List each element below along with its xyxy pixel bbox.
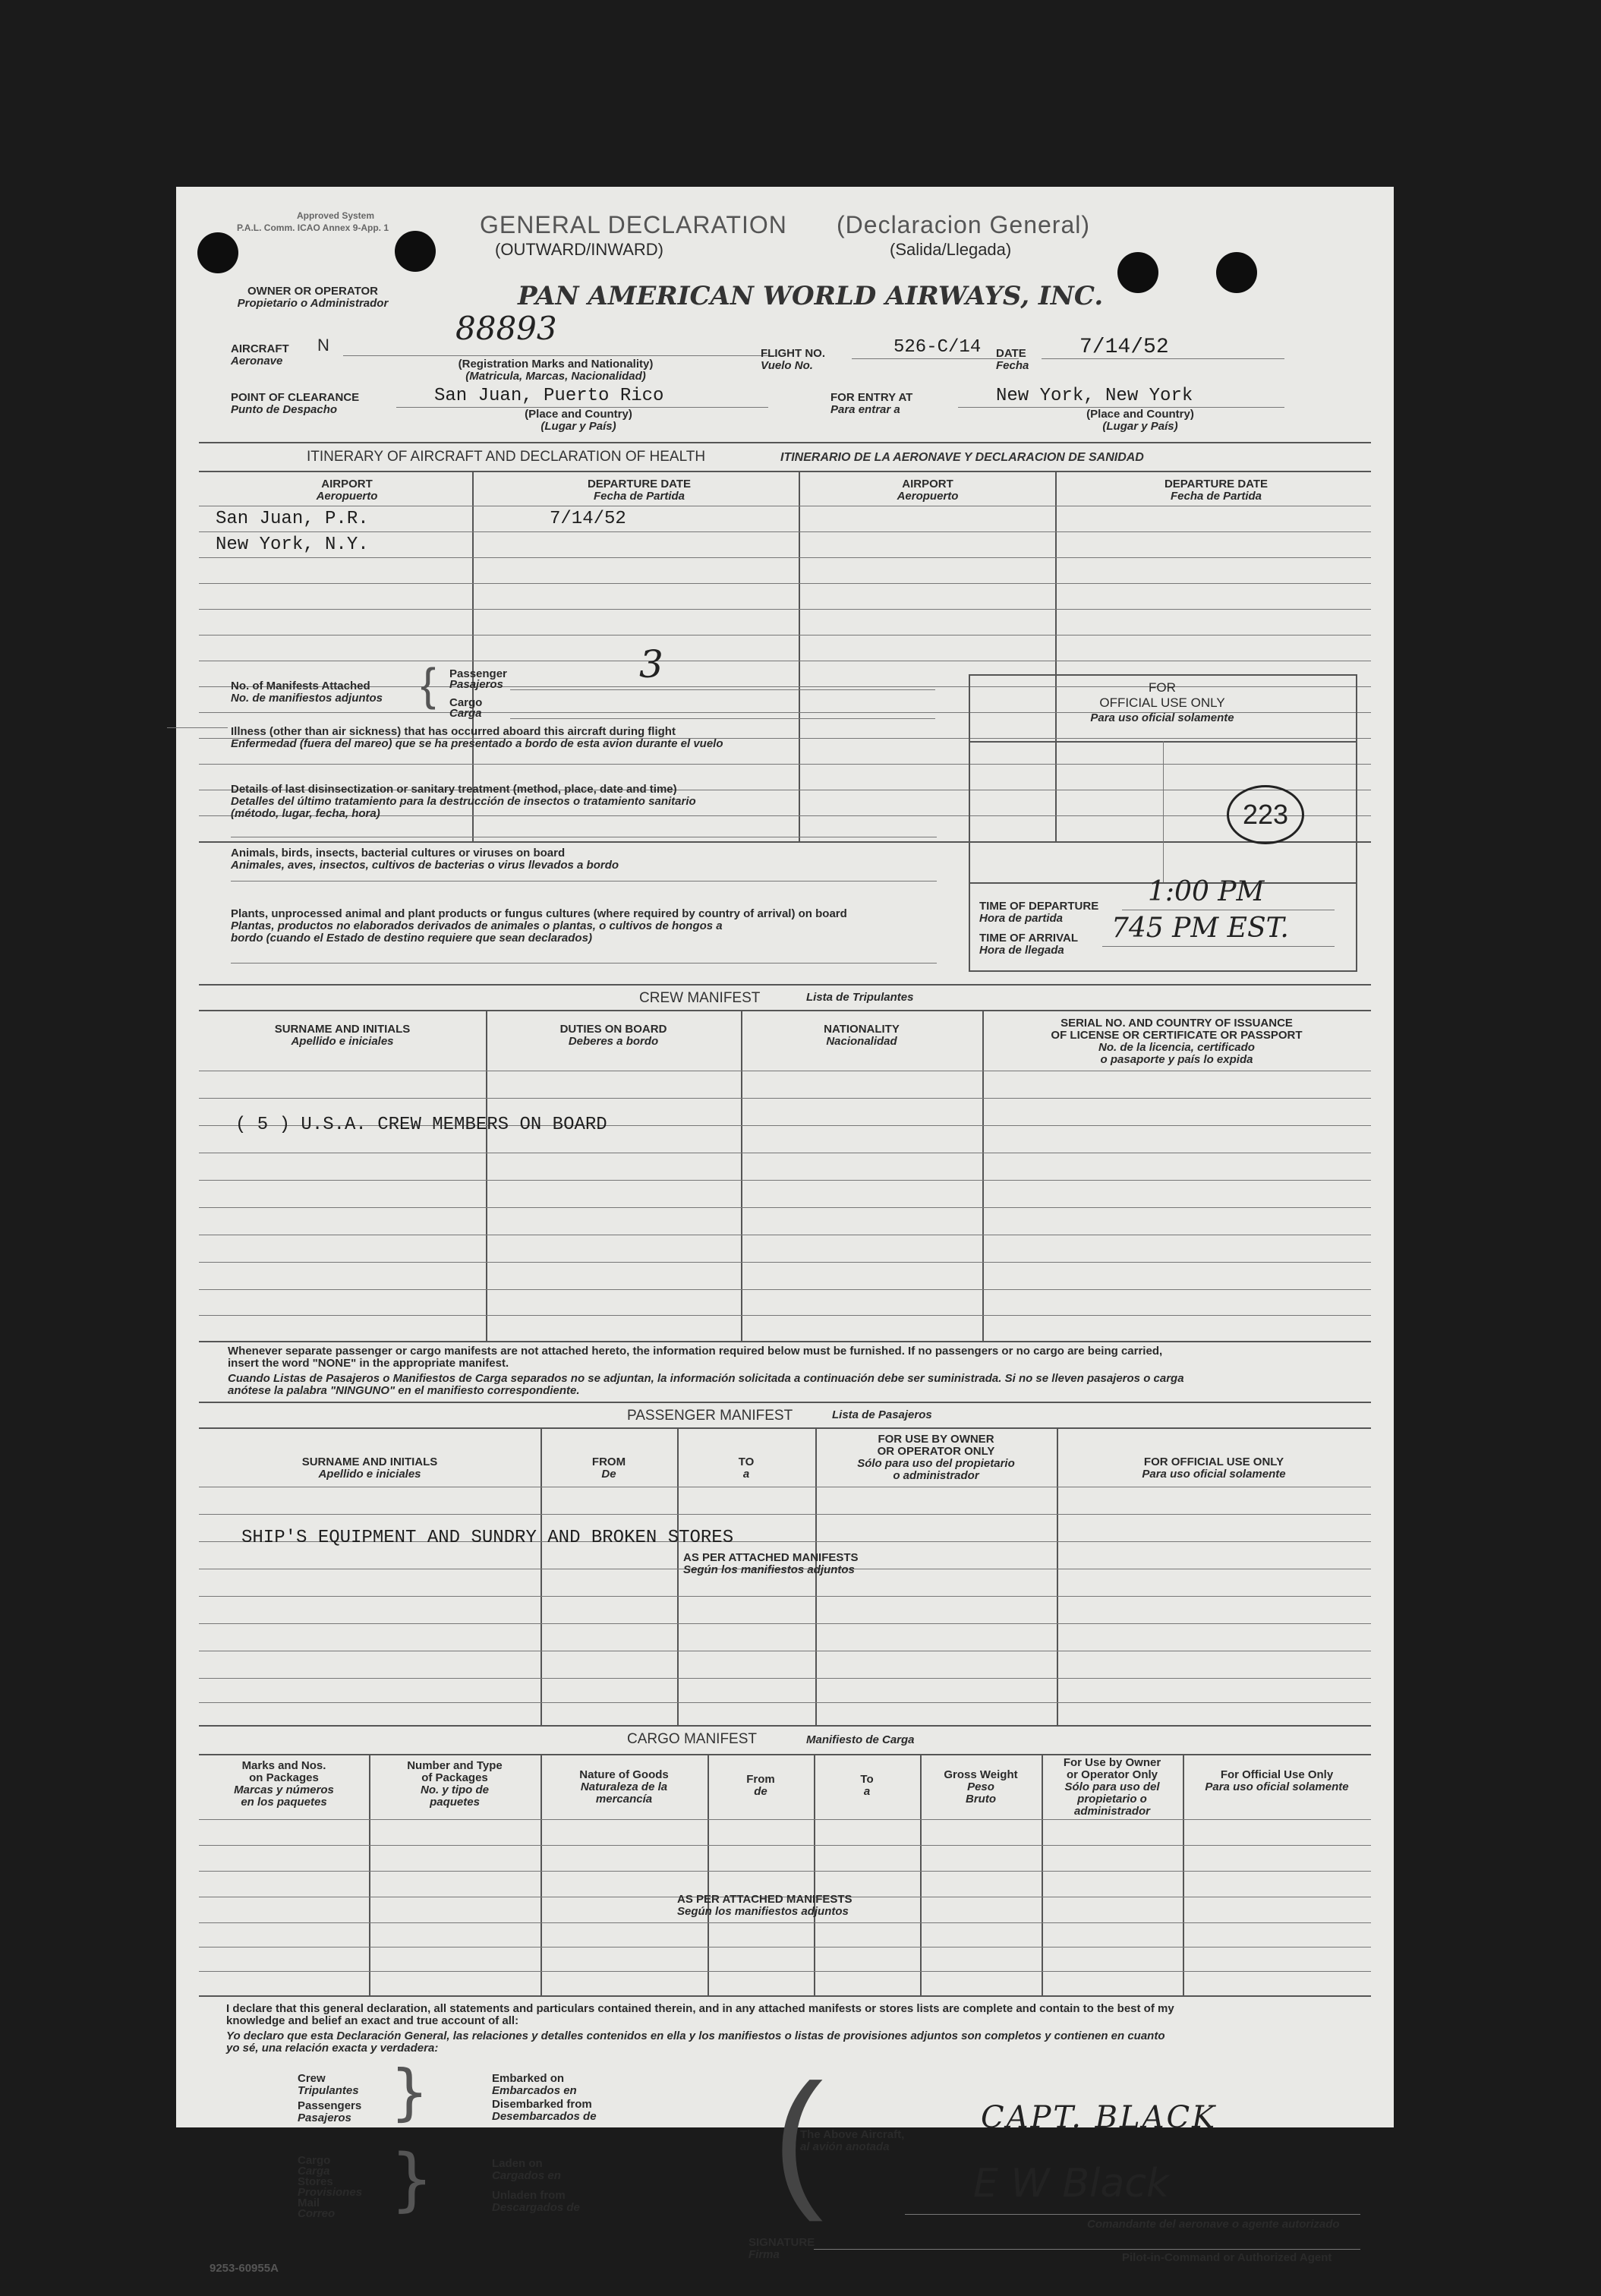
cargo-col-owner: For Use by Owner or Operator Only <box>1063 1756 1161 1781</box>
entry-label: FOR ENTRY AT <box>830 391 913 404</box>
cargo-col-from-es: de <box>754 1785 767 1798</box>
crew-label-es: Tripulantes <box>298 2084 359 2097</box>
arrival-time-label-es: Hora de llegada <box>979 944 1064 957</box>
pax-attached-note-es: Según los manifiestos adjuntos <box>683 1563 855 1576</box>
cargo-col-owner-es: Sólo para uso del propietario o administrador <box>1064 1780 1160 1818</box>
crew-col-duties: DUTIES ON BOARD <box>559 1023 667 1036</box>
departure-time: 1:00 PM <box>1148 876 1265 907</box>
punch-hole <box>395 231 436 272</box>
cargo-col-nature: Nature of Goods <box>579 1768 669 1781</box>
declaration-sheet: Approved System P.A.L. Comm. ICAO Annex 9-App. 1 GENERAL DECLARATION (Declaracion General) (OUTWARD/INWARD) (Salida/Llegada) OWNER OR OPERATOR Propietario o Administrador PAN AMERICAN WORLD AIRWAYS, INC. AIRCRAFT Aeronave N 88893 (Registration Marks and Nationality) (Matricula, Marcas, Nacionalidad) FLIGHT NO. Vuelo No. 526-C/14 DATE Fecha 7/14/52 POINT OF CLEARANCE Punto de Despacho San Juan, Puerto Rico (Place and Country) (Lugar y País) FOR ENTRY AT Para entrar a New York, New York (Place and Country) (Lugar y País) ITINERARY OF AIRCRAFT AND DECLARATION OF HEALTH ITINERARIO DE LA AERONAVE Y DECLARACION DE SANIDAD AIRPORT Aeropuerto DEPARTURE DATE Fecha de Partida AIRPORT Aeropuerto DEPARTURE DATE Fecha de Partida San Juan, P.R. 7/14/52 New York, N.Y. No. of Manifests Attached No. de manifiestos adjuntos { Passenger Pasajeros Cargo Carga 3 Illness (other than air sickness) that has occurred aboard this aircraft during flight Enfermedad (fuera del mareo) que se ha presentado a bordo de esta avion durante el vuelo Details of last disinsectization or sanitary treatment (method, place, date and time) Detalles del último tratamiento para la destrucción de insectos o tratamiento sanitario (método, lugar, fecha, hora) Animals, birds, insects, bacterial cultures or viruses on board Animales, aves, insectos, cultivos de bacterias o virus llevados a bordo Plants, unprocessed animal and plant products or fungus cultures (where required by country of arrival) on board Plantas, productos no elaborados derivados de animales o plantas, o cultivos de hongos a bordo (cuando el Estado de destino requiere que sean declarados) FOR OFFICIAL USE ONLY Para uso oficial solamente 223 TIME OF DEPARTURE Hora de partida 1:00 PM TIME OF ARRIVAL Hora de llegada 745 PM EST. CREW MANIFEST Lista de Tripulantes SURNAME AND INITIALS Apellido e iniciales DUTIES ON BOARD Deberes a bordo NATIONALITY Nacionalidad SERIAL NO. AND COUNTRY OF ISSUANCE OF LICENSE OR CERTIFICATE OR PASSPORT No. de la licencia, certificado o pasaporte y país lo expida ( 5 ) U.S.A. CREW MEMBERS ON BOARD Whenever separate passenger or cargo manifests are not attached hereto, the information required below must be furnished. If no passengers or no cargo are being carried, insert the word "NONE" in the appropriate manifest. Cuando Listas de Pasajeros o Manifiestos de Carga separados no se adjuntan, la información solicitada a continuación debe ser suministrada. Si no se lleven pasajeros o carga anótese la palabra "NINGUNO" en el manifiesto correspondiente. PASSENGER MANIFEST Lista de Pasajeros SURNAME AND INITIALS Apellido e iniciales FROM De TO a FOR USE BY OWNER OR OPERATOR ONLY Sólo para uso del propietario o administrador FOR OFFICIAL USE ONLY Para uso oficial solamente SHIP'S EQUIPMENT AND SUNDRY AND BROKEN STORES AS PER ATTACHED MANIFESTS Según los manifiestos adjuntos CARGO MANIFEST Manifiesto de Carga Marks and Nos. on Packages Marcas y números en los paquetes Number and Type of Packages No. y tipo de paquetes Nature of Goods Naturaleza de la mercancía From de To a Gross Weight Peso Bruto For Use by Owner or Operator Only Sólo para uso del propietario o administrador For Official Use Only Para uso oficial solamente AS PER ATTACHED MANIFESTS Según los manifiestos adjuntos I declare that this general declaration, all statements and particulars contained therein, and in any attached manifests or stores lists are complete and contain to the best of my knowledge and belief an exact and true account of all: Yo declaro que esta Declaración General, las relaciones y detalles contenidos en ella y los manifiestos o listas de provisiones adjuntos son completos y contienen en cuanto yo sé, una relación exacta y verdadera: Crew Tripulantes Passengers Pasajeros } Embarked on Embarcados en Disembarked from Desembarcados de Cargo Carga Stores Provisiones Mail Correo } Laden on Cargados en Unladen from Descargados de ( The Above Aircraft, al avión anotada CAPT. BLACK E W Black Comandante del aeronave o agente autorizado SIGNATURE Firma Pilot-in-Command or Authorized Agent 9253-60955A <box>176 187 1394 2127</box>
stamp-number: 223 <box>1227 785 1304 844</box>
airport-header-1: AIRPORT <box>321 478 373 490</box>
itinerary-airport-1: San Juan, P.R. <box>216 509 369 529</box>
registration-caption-es: (Matricula, Marcas, Nacionalidad) <box>465 370 646 383</box>
departure-header-2-es: Fecha de Partida <box>1170 490 1262 503</box>
unladen-label-es: Descargados de <box>492 2201 580 2214</box>
pax-col-official-es: Para uso oficial solamente <box>1142 1468 1286 1481</box>
declaration-en: I declare that this general declaration, all statements and particulars contained therein, and in any attached manifests or stores lists are complete and contain to the best of my knowledge and belief an exact and true account of all: <box>226 2002 1174 2027</box>
official-use-title: FOR OFFICIAL USE ONLY <box>1099 680 1225 710</box>
cargo-col-number-es: No. y tipo de paquetes <box>421 1784 489 1809</box>
manifests-label-es: No. de manifiestos adjuntos <box>231 692 383 705</box>
illness-label: Illness (other than air sickness) that has occurred aboard this aircraft during flight <box>231 725 676 738</box>
arrival-time: 745 PM EST. <box>1111 913 1289 944</box>
pax-col-owner-es: Sólo para uso del propietario o administrador <box>857 1457 1015 1482</box>
passenger-label: Passenger <box>449 667 507 680</box>
form-number: 9253-60955A <box>210 2262 279 2275</box>
form-title-es: (Declaracion General) <box>837 211 1091 238</box>
commander-label-es: Comandante del aeronave o agente autorizado <box>1087 2218 1340 2231</box>
departure-time-label-es: Hora de partida <box>979 912 1064 925</box>
pax-col-to: TO <box>738 1456 755 1468</box>
pal-label: P.A.L. Comm. ICAO Annex 9-App. 1 <box>237 222 389 233</box>
pax-col-owner: FOR USE BY OWNER OR OPERATOR ONLY <box>877 1433 995 1458</box>
departure-time-label: TIME OF DEPARTURE <box>979 900 1099 913</box>
cargo-col-weight-es: Peso Bruto <box>966 1780 996 1806</box>
cargo-label: Cargo <box>449 696 483 709</box>
outward-inward: (OUTWARD/INWARD) <box>495 240 663 259</box>
notice-es: Cuando Listas de Pasajeros o Manifiestos de Carga separados no se adjuntan, la información solicitada a continuación debe ser suministrada. Si no se lleven pasajeros o carga anótese la palabra "NINGUNO" en el manifiesto correspondiente. <box>228 1372 1184 1397</box>
flight-number: 526-C/14 <box>893 337 982 358</box>
manifest-count: 3 <box>639 642 663 686</box>
crew-col-serial: SERIAL NO. AND COUNTRY OF ISSUANCE OF LICENSE OR CERTIFICATE OR PASSPORT <box>1051 1017 1303 1042</box>
crew-label: Crew <box>298 2072 326 2085</box>
declaration-es: Yo declaro que esta Declaración General, las relaciones y detalles contenidos en ella y los manifiestos o listas de provisiones adjuntos son completos y contienen en cuanto yo sé, una relación exacta y verdadera: <box>226 2030 1165 2055</box>
owner-operator-label-es: Propietario o Administrador <box>237 297 389 310</box>
owner-operator-label: OWNER OR OPERATOR <box>247 285 378 298</box>
cargo-manifest-title: CARGO MANIFEST <box>627 1731 758 1747</box>
crew-col-nationality-es: Nacionalidad <box>826 1035 897 1048</box>
laden-label-es: Cargados en <box>492 2169 561 2182</box>
point-of-clearance-label: POINT OF CLEARANCE <box>231 391 360 404</box>
point-of-clearance: San Juan, Puerto Rico <box>434 386 664 406</box>
registration-caption: (Registration Marks and Nationality) <box>458 358 654 371</box>
disinsect-label-es-2: (método, lugar, fecha, hora) <box>231 807 380 820</box>
cargo-col-official-es: Para uso oficial solamente <box>1205 1780 1349 1793</box>
pax-col-to-es: a <box>742 1468 750 1481</box>
cargo-col-official: For Official Use Only <box>1220 1768 1334 1781</box>
pax-col-official: FOR OFFICIAL USE ONLY <box>1143 1456 1284 1468</box>
crew-entry: ( 5 ) U.S.A. CREW MEMBERS ON BOARD <box>235 1115 607 1135</box>
aircraft-registration: 88893 <box>455 310 557 347</box>
animals-label-es: Animales, aves, insectos, cultivos de bacterias o virus llevados a bordo <box>231 859 619 872</box>
cargo-col-weight: Gross Weight <box>944 1768 1018 1781</box>
itinerary-airport-2: New York, N.Y. <box>216 535 369 555</box>
entry-point: New York, New York <box>996 386 1193 406</box>
salida-llegada: (Salida/Llegada) <box>890 240 1012 259</box>
operator-name: PAN AMERICAN WORLD AIRWAYS, INC. <box>518 281 1104 311</box>
pax-attached-note: AS PER ATTACHED MANIFESTS <box>683 1551 859 1564</box>
above-aircraft-label: The Above Aircraft, <box>800 2128 905 2141</box>
captain-signature: E W Black <box>973 2161 1170 2206</box>
itinerary-title: ITINERARY OF AIRCRAFT AND DECLARATION OF HEALTH <box>307 449 706 465</box>
mail-label-es: Correo <box>298 2207 336 2220</box>
disinsect-label: Details of last disinsectization or sanitary treatment (method, place, date and time) <box>231 783 677 796</box>
plants-label-es: Plantas, productos no elaborados derivados de animales o plantas, o cultivos de hongos a <box>231 919 723 932</box>
passengers-label: Passengers <box>298 2099 362 2112</box>
cargo-manifest-title-es: Manifiesto de Carga <box>806 1733 915 1746</box>
pilot-label: Pilot-in-Command or Authorized Agent <box>1122 2251 1332 2264</box>
disinsect-label-es: Detalles del último tratamiento para la destrucción de insectos o tratamiento sanitario <box>231 795 696 808</box>
place-caption: (Place and Country) <box>525 408 632 421</box>
arrival-time-label: TIME OF ARRIVAL <box>979 932 1078 945</box>
notice-en: Whenever separate passenger or cargo manifests are not attached hereto, the information required below must be furnished. If no passengers or no cargo are being carried, insert the word "NONE" in the appropriate manifest. <box>228 1345 1163 1370</box>
flight-label: FLIGHT NO. <box>761 347 825 360</box>
crew-col-serial-es: No. de la licencia, certificado o pasaporte y país lo expida <box>1098 1041 1255 1066</box>
cargo-attached-note: AS PER ATTACHED MANIFESTS <box>677 1893 853 1906</box>
flight-date: 7/14/52 <box>1079 336 1169 359</box>
pax-col-surname: SURNAME AND INITIALS <box>301 1456 438 1468</box>
passenger-label-es: Pasajeros <box>449 678 503 691</box>
cargo-col-marks-es: Marcas y números en los paquetes <box>234 1784 334 1809</box>
mail-label: Mail <box>298 2197 320 2209</box>
approved-system-label: Approved System <box>296 210 375 221</box>
flight-label-es: Vuelo No. <box>761 359 813 372</box>
pax-col-surname-es: Apellido e iniciales <box>318 1468 421 1481</box>
stores-label: Stores <box>298 2175 333 2188</box>
plants-label-es-2: bordo (cuando el Estado de destino requiere que sean declarados) <box>231 932 592 945</box>
pax-col-from: FROM <box>591 1456 626 1468</box>
crew-col-duties-es: Deberes a bordo <box>568 1035 659 1048</box>
punch-hole <box>1216 252 1257 293</box>
unladen-label: Unladen from <box>492 2189 566 2202</box>
crew-col-nationality: NATIONALITY <box>824 1023 900 1036</box>
cargo-label-es: Carga <box>449 707 482 720</box>
place-caption-es: (Lugar y País) <box>540 420 616 433</box>
signature-label-es: Firma <box>748 2248 780 2261</box>
airport-header-2: AIRPORT <box>902 478 953 490</box>
passenger-manifest-title-es: Lista de Pasajeros <box>832 1408 932 1421</box>
disembarked-label: Disembarked from <box>492 2098 592 2111</box>
date-label: DATE <box>996 347 1026 360</box>
captain-name: CAPT. BLACK <box>981 2100 1217 2135</box>
cargo-col-to: To <box>860 1773 874 1786</box>
embarked-label-es: Embarcados en <box>492 2084 577 2097</box>
punch-hole <box>197 232 238 273</box>
departure-header-1: DEPARTURE DATE <box>587 478 692 490</box>
cargo-decl-label-es: Carga <box>298 2165 330 2178</box>
passengers-label-es: Pasajeros <box>298 2112 351 2124</box>
cargo-col-number: Number and Type of Packages <box>407 1759 503 1784</box>
form-title: GENERAL DECLARATION <box>480 211 787 238</box>
aircraft-label-es: Aeronave <box>231 355 283 367</box>
place-caption-2: (Place and Country) <box>1086 408 1194 421</box>
itinerary-date-1: 7/14/52 <box>550 509 626 529</box>
above-aircraft-label-es: al avión anotada <box>800 2140 890 2153</box>
entry-label-es: Para entrar a <box>830 403 900 416</box>
airport-header-2-es: Aeropuerto <box>897 490 959 503</box>
crew-manifest-title: CREW MANIFEST <box>639 990 761 1006</box>
passenger-manifest-title: PASSENGER MANIFEST <box>627 1408 793 1424</box>
crew-manifest-title-es: Lista de Tripulantes <box>806 991 914 1004</box>
aircraft-n-prefix: N <box>317 336 329 355</box>
punch-hole <box>1117 252 1158 293</box>
embarked-label: Embarked on <box>492 2072 565 2085</box>
disembarked-label-es: Desembarcados de <box>492 2110 597 2123</box>
plants-label: Plants, unprocessed animal and plant products or fungus cultures (where required by country of arrival) on board <box>231 907 847 920</box>
illness-label-es: Enfermedad (fuera del mareo) que se ha presentado a bordo de esta avion durante el vuelo <box>231 737 723 750</box>
signature-label: SIGNATURE <box>748 2236 815 2249</box>
point-of-clearance-label-es: Punto de Despacho <box>231 403 338 416</box>
pax-col-from-es: De <box>601 1468 616 1481</box>
departure-header-1-es: Fecha de Partida <box>593 490 685 503</box>
stores-label-es: Provisiones <box>298 2186 363 2199</box>
cargo-col-marks: Marks and Nos. on Packages <box>241 1759 326 1784</box>
crew-col-surname-es: Apellido e iniciales <box>291 1035 394 1048</box>
official-use-title-es: Para uso oficial solamente <box>1090 711 1234 724</box>
animals-label: Animals, birds, insects, bacterial cultures or viruses on board <box>231 847 566 859</box>
itinerary-title-es: ITINERARIO DE LA AERONAVE Y DECLARACION DE SANIDAD <box>780 451 1144 464</box>
place-caption-2-es: (Lugar y País) <box>1102 420 1178 433</box>
airport-header-1-es: Aeropuerto <box>316 490 378 503</box>
date-label-es: Fecha <box>996 359 1029 372</box>
cargo-col-to-es: a <box>863 1785 871 1798</box>
cargo-attached-note-es: Según los manifiestos adjuntos <box>677 1905 849 1918</box>
crew-col-surname: SURNAME AND INITIALS <box>274 1023 411 1036</box>
departure-header-2: DEPARTURE DATE <box>1164 478 1269 490</box>
cargo-decl-label: Cargo <box>298 2154 331 2167</box>
passenger-entry: SHIP'S EQUIPMENT AND SUNDRY AND BROKEN STORES <box>241 1528 734 1548</box>
cargo-col-nature-es: Naturaleza de la mercancía <box>580 1780 668 1806</box>
manifests-label: No. of Manifests Attached <box>231 680 370 692</box>
laden-label: Laden on <box>492 2157 543 2170</box>
cargo-col-from: From <box>746 1773 775 1786</box>
aircraft-label: AIRCRAFT <box>231 342 289 355</box>
